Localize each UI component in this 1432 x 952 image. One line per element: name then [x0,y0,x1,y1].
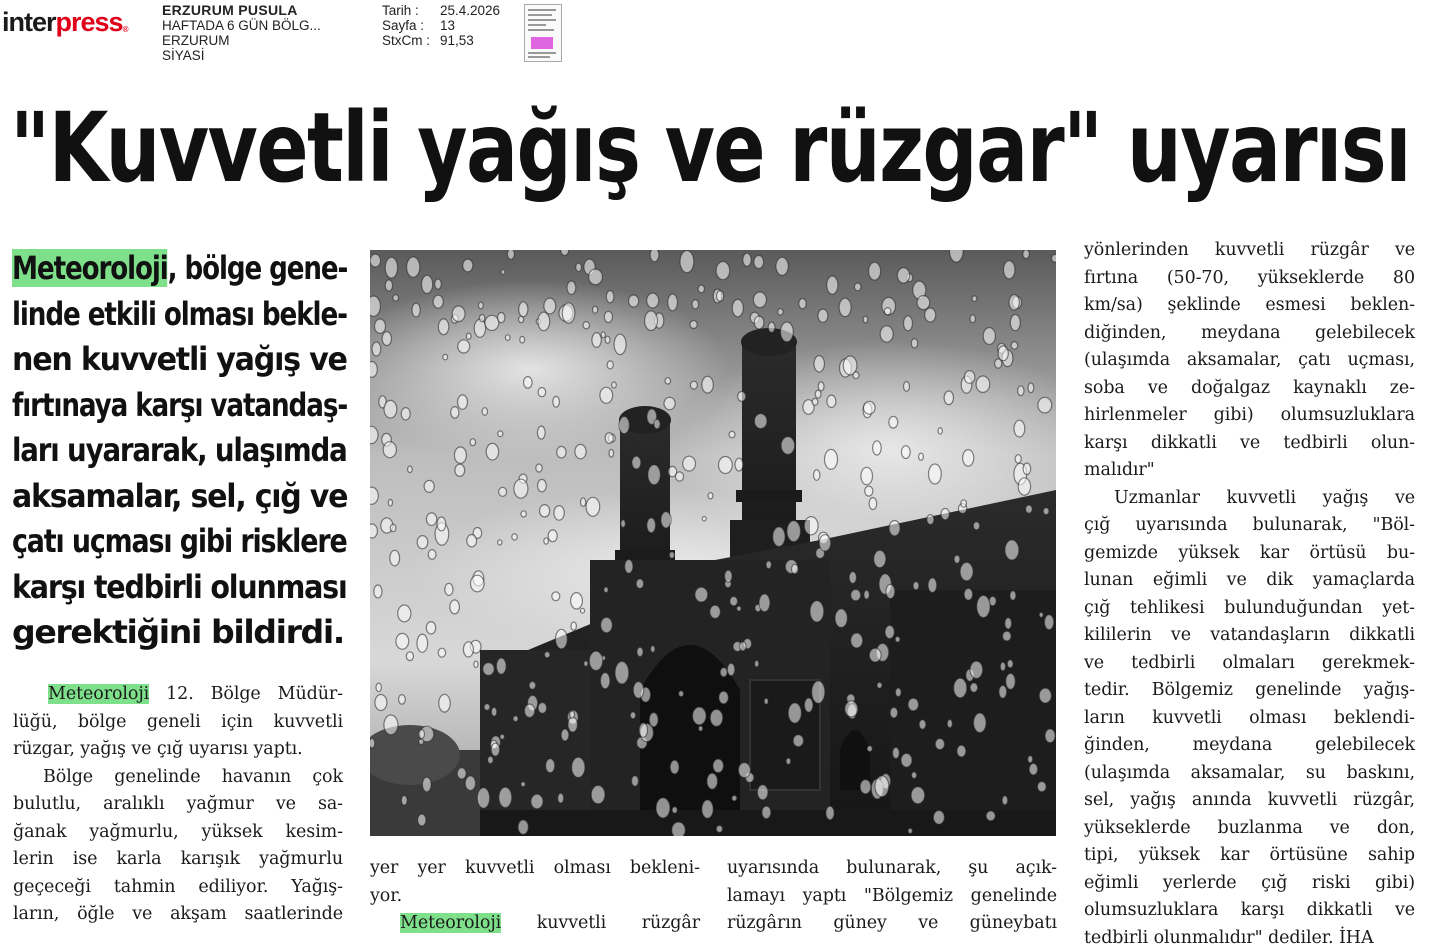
publication-info [162,3,321,63]
lead-line: nen kuvvetli yağış ve [12,337,368,383]
col1-line: rüzgar, yağış ve çığ uyarısı yaptı. [13,736,343,764]
interpress-logo [2,2,127,42]
col4-line: Uzmanlar kuvvetli yağış ve [1084,485,1415,513]
logo-inter-text: inter [2,7,56,37]
col4-line: (ulaşımda aksamalar, çatı uçması, [1084,347,1415,375]
stxcm-label: StxCm : [382,33,440,48]
col3-line: lamayı yaptı "Bölgemiz genelinde [727,883,1057,911]
col1-highlight: Meteoroloji [48,684,149,704]
page-value: 13 [440,18,455,33]
date-value: 25.4.2026 [440,3,500,18]
col4-line: fırtına (50-70, yükseklerde 80 [1084,265,1415,293]
col4-line: hirlenmeler gibi) olumsuzluklara [1084,402,1415,430]
publication-name: ERZURUM PUSULA [162,3,321,18]
col2-line-last: Meteoroloji kuvvetli rüzgâr [370,910,700,938]
lead-line: fırtınaya karşı vatandaş- [12,383,322,429]
body-column-3 [727,855,1057,938]
col4-line: ve tedbirli olmaları gerekmek- [1084,650,1415,678]
col4-line: tipi, yüksek kar örtüsüne sahip [1084,842,1415,870]
col4-line: yönlerinden kuvvetli rüzgâr ve [1084,237,1415,265]
col1-line: ğanak yağmurlu, yüksek kesim- [13,819,343,847]
publication-city: ERZURUM [162,33,321,48]
col1-line: bulutlu, aralıklı yağmur ve sa- [13,791,343,819]
lead-line: ları uyararak, ulaşımda [12,428,338,474]
col4-line: tedir. Bölgemiz genelinde yağış- [1084,677,1415,705]
col4-line: çığ uyarısında bulunarak, "Böl- [1084,512,1415,540]
page-thumbnail[interactable] [524,4,562,62]
photo-illustration [370,250,1056,836]
col4-line: malıdır" [1084,457,1415,485]
lead-line: gerektiğini bildirdi. [12,610,403,656]
col1-line-first: Meteoroloji 12. Bölge Müdür- [13,681,343,709]
col1-line: lüğü, bölge geneli için kuvvetli [13,709,343,737]
col1-line: Bölge genelinde havanın çok [13,764,343,792]
col1-line: ların, öğle ve akşam saatlerinde [13,901,343,929]
col4-line: (ulaşımda aksamalar, su baskını, [1084,760,1415,788]
col4-line: gemizde yüksek kar örtüsü bu- [1084,540,1415,568]
date-label: Tarih : [382,3,440,18]
col1-line: geçeceği tahmin ediliyor. Yağış- [13,874,343,902]
col4-line: eğimli yerlerde çığ riski gibi) [1084,870,1415,898]
col4-line: diğinden, meydana gelebilecek [1084,320,1415,348]
lead-line: karşı tedbirli olunması [12,565,349,611]
col4-line: kililerin ve vatandaşların dikkatli [1084,622,1415,650]
body-column-4 [1084,237,1415,952]
stxcm-value: 91,53 [440,33,474,48]
lead-line-1: Meteoroloji, bölge gene- [12,246,321,292]
col2-line: yer yer kuvvetli olması bekleni- [370,855,700,883]
body-column-2 [370,855,700,938]
col4-line: tedbirli olunmalıdır" dediler. İHA [1084,925,1415,952]
mosque-rain-photo [370,250,1056,836]
clipping-meta [382,3,500,48]
date-row [382,3,500,18]
logo-press-text: press [56,7,123,37]
registered-mark: ® [123,25,128,34]
page-row [382,18,500,33]
col2-line: yor. [370,883,700,911]
lead-paragraph [12,246,352,656]
col3-line: rüzgârın güney ve güneybatı [727,910,1057,938]
page-label: Sayfa : [382,18,440,33]
col4-line: km/sa) şeklinde esmesi beklen- [1084,292,1415,320]
headline: "Kuvvetli yağış ve rüzgar" uyarısı [10,86,1410,211]
col1-line: lerin ise karla karışık yağmurlu [13,846,343,874]
col4-line: yükseklerde buzlanma ve don, [1084,815,1415,843]
lead-line: aksamalar, sel, çığ ve [12,474,367,520]
col2-highlight: Meteoroloji [400,913,501,933]
publication-category: SİYASİ [162,48,321,63]
col4-line: sel, yağış anında kuvvetli rüzgâr, [1084,787,1415,815]
publication-frequency: HAFTADA 6 GÜN BÖLG... [162,18,321,33]
col3-line: uyarısında bulunarak, şu açık- [727,855,1057,883]
col4-line: lunan eğimli ve dik yamaçlarda [1084,567,1415,595]
lead-line: çatı uçması gibi risklere [12,519,329,565]
col4-line: çığ tehlikesi bulunduğundan yet- [1084,595,1415,623]
lead-line: linde etkili olması bekle- [12,292,322,338]
col4-line: soba ve doğalgaz kaynaklı ze- [1084,375,1415,403]
col4-line: olumsuzluklara karşı dikkatli ve [1084,897,1415,925]
col4-line: ğinden, meydana gelebilecek [1084,732,1415,760]
col4-line: karşı dikkatli ve tedbirli olun- [1084,430,1415,458]
body-column-1 [13,681,343,929]
col4-line: ların kuvvetli olması beklendi- [1084,705,1415,733]
lead-highlight: Meteoroloji [12,249,168,287]
stxcm-row [382,33,500,48]
